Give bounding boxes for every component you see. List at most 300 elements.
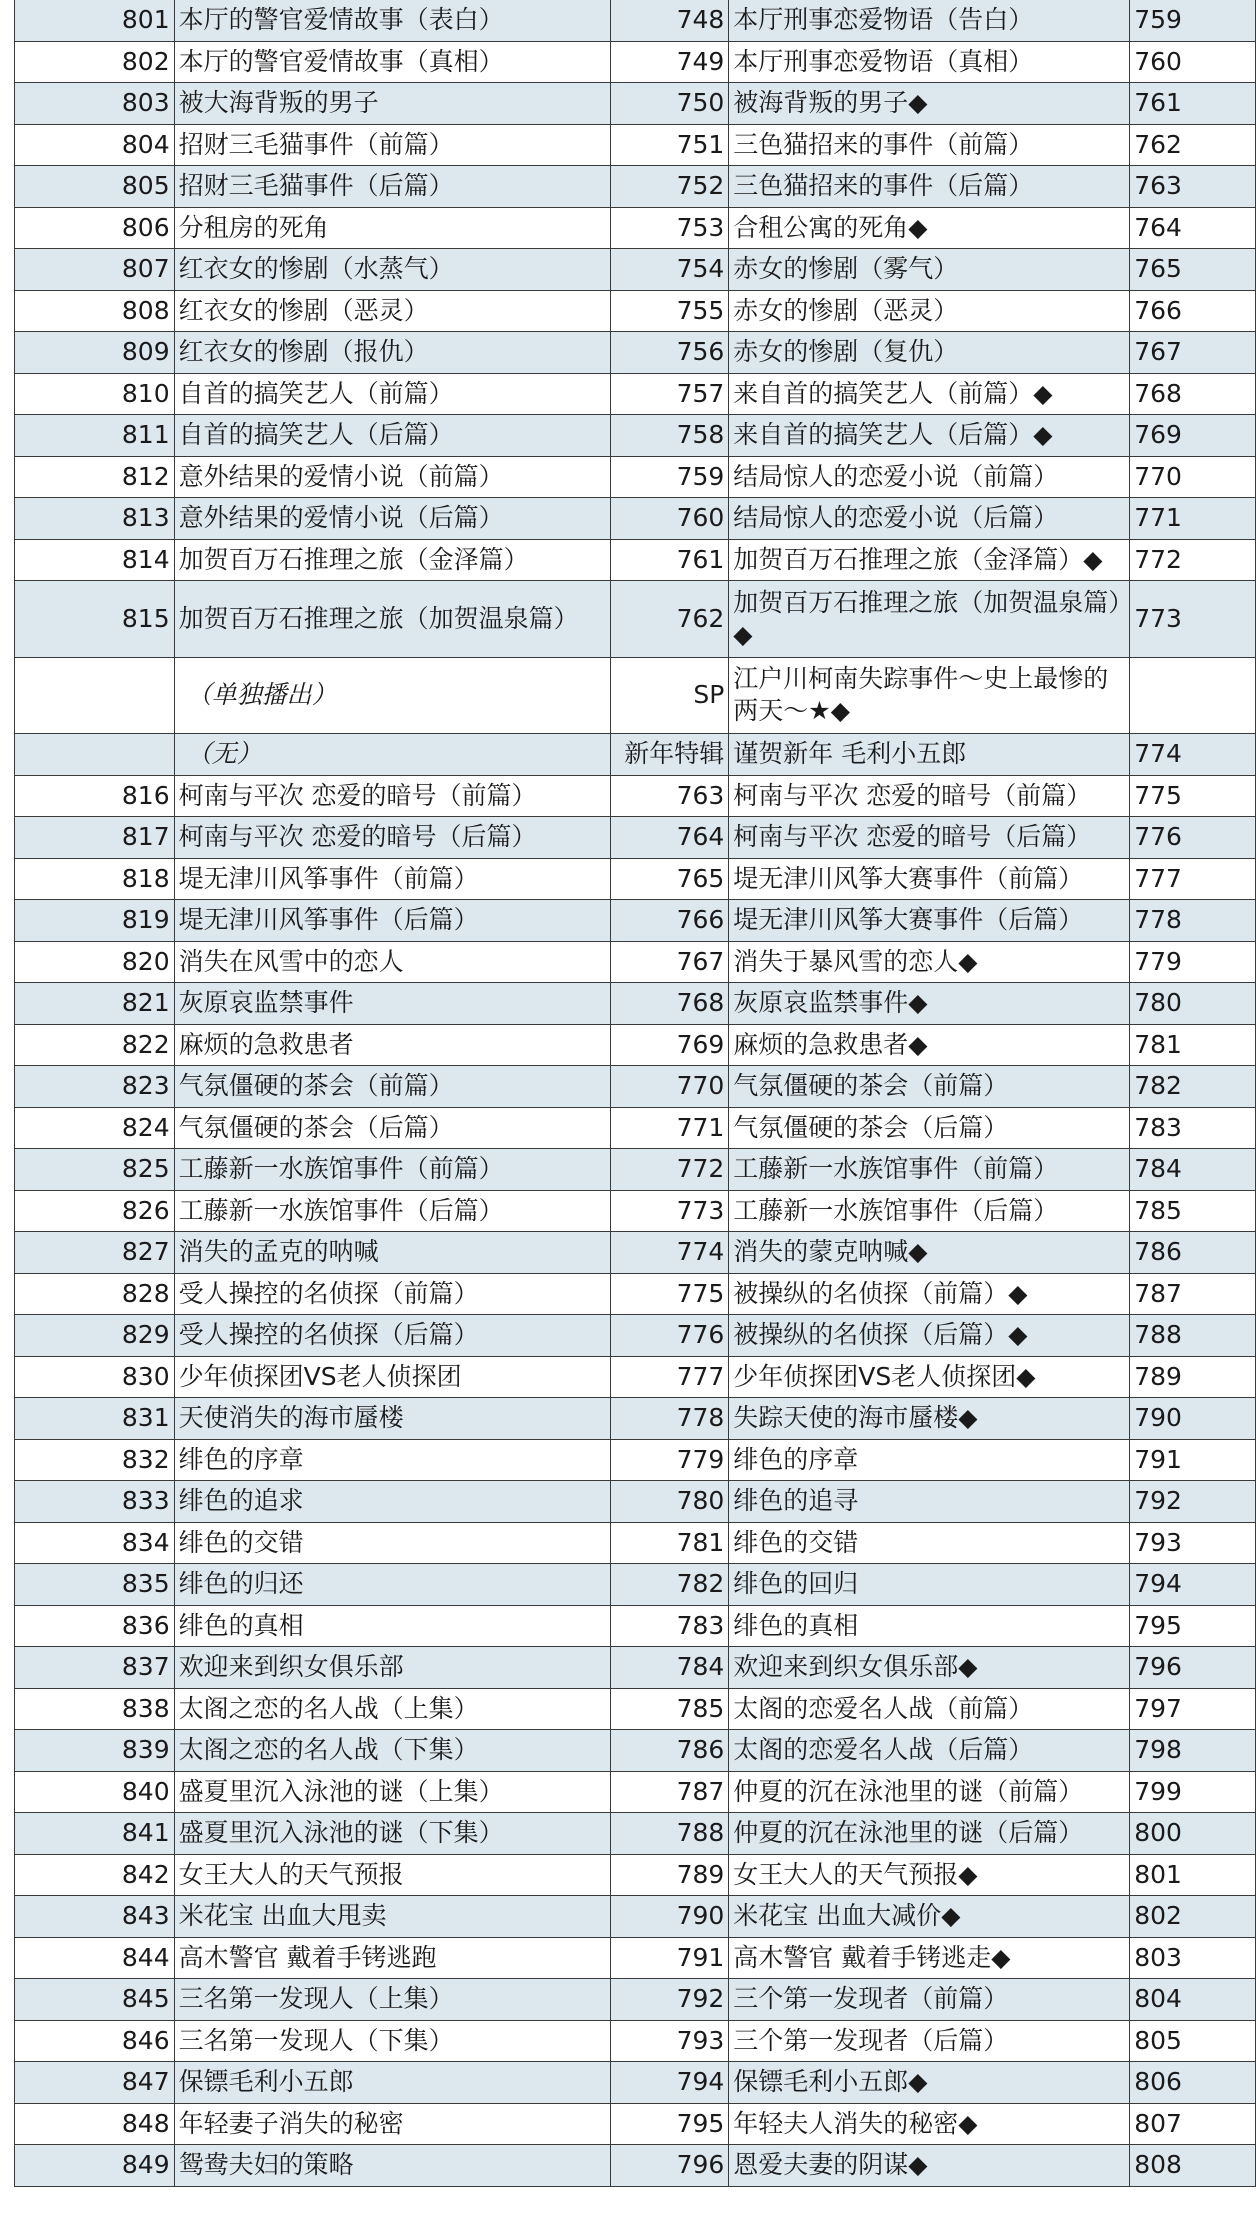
overall-episode-number: 785 (1130, 1190, 1256, 1232)
cn-episode-number: 842 (15, 1854, 175, 1896)
jp-episode-title: 工藤新一水族馆事件（后篇） (729, 1190, 1130, 1232)
overall-episode-number: 794 (1130, 1564, 1256, 1606)
jp-episode-number: 791 (611, 1937, 729, 1979)
cn-episode-number: 819 (15, 900, 175, 942)
overall-episode-number: 771 (1130, 498, 1256, 540)
jp-episode-number: 776 (611, 1315, 729, 1357)
overall-episode-number: 800 (1130, 1813, 1256, 1855)
overall-episode-number: 760 (1130, 41, 1256, 83)
cn-episode-number: 849 (15, 2145, 175, 2187)
overall-episode-number: 781 (1130, 1024, 1256, 1066)
cn-episode-title: 绯色的交错 (174, 1522, 611, 1564)
cn-episode-number: 833 (15, 1481, 175, 1523)
jp-episode-title: 灰原哀监禁事件◆ (729, 983, 1130, 1025)
jp-episode-number: 768 (611, 983, 729, 1025)
jp-episode-number: 764 (611, 817, 729, 859)
cn-episode-title: 保镖毛利小五郎 (174, 2062, 611, 2104)
overall-episode-number: 776 (1130, 817, 1256, 859)
table-row (15, 83, 1256, 125)
cn-episode-title: 自首的搞笑艺人（后篇） (174, 415, 611, 457)
jp-episode-title: 谨贺新年 毛利小五郎 (729, 734, 1130, 776)
jp-episode-number: 766 (611, 900, 729, 942)
jp-episode-number: 752 (611, 166, 729, 208)
jp-episode-title: 失踪天使的海市蜃楼◆ (729, 1398, 1130, 1440)
cn-episode-title: 招财三毛猫事件（前篇） (174, 124, 611, 166)
cn-episode-title: 消失的孟克的呐喊 (174, 1232, 611, 1274)
cn-episode-number: 802 (15, 41, 175, 83)
jp-episode-number: 796 (611, 2145, 729, 2187)
cn-episode-title: 柯南与平次 恋爱的暗号（前篇） (174, 775, 611, 817)
jp-episode-number: 759 (611, 456, 729, 498)
table-row (15, 657, 1256, 734)
jp-episode-number: 777 (611, 1356, 729, 1398)
cn-episode-title: 加贺百万石推理之旅（金泽篇） (174, 539, 611, 581)
table-row (15, 900, 1256, 942)
jp-episode-title: 被操纵的名侦探（后篇）◆ (729, 1315, 1130, 1357)
table-row (15, 1481, 1256, 1523)
overall-episode-number: 780 (1130, 983, 1256, 1025)
table-row (15, 1605, 1256, 1647)
jp-episode-number: 751 (611, 124, 729, 166)
jp-episode-title: 三个第一发现者（后篇） (729, 2020, 1130, 2062)
jp-episode-number: 767 (611, 941, 729, 983)
jp-episode-number: 778 (611, 1398, 729, 1440)
jp-episode-number: 783 (611, 1605, 729, 1647)
table-row (15, 1356, 1256, 1398)
cn-episode-number: 831 (15, 1398, 175, 1440)
jp-episode-number: 763 (611, 775, 729, 817)
jp-episode-title: 米花宝 出血大减价◆ (729, 1896, 1130, 1938)
jp-episode-title: 堤无津川风筝大赛事件（后篇） (729, 900, 1130, 942)
table-row (15, 817, 1256, 859)
jp-episode-number: 749 (611, 41, 729, 83)
overall-episode-number: 764 (1130, 207, 1256, 249)
cn-episode-number: 801 (15, 0, 175, 41)
overall-episode-number: 763 (1130, 166, 1256, 208)
cn-episode-title: 麻烦的急救患者 (174, 1024, 611, 1066)
cn-episode-number: 839 (15, 1730, 175, 1772)
cn-episode-number: 803 (15, 83, 175, 125)
table-row (15, 539, 1256, 581)
jp-episode-title: 麻烦的急救患者◆ (729, 1024, 1130, 1066)
jp-episode-title: 高木警官 戴着手铐逃走◆ (729, 1937, 1130, 1979)
table-row (15, 858, 1256, 900)
cn-episode-title: 招财三毛猫事件（后篇） (174, 166, 611, 208)
overall-episode-number: 770 (1130, 456, 1256, 498)
jp-episode-title: 绯色的追寻 (729, 1481, 1130, 1523)
cn-episode-number: 805 (15, 166, 175, 208)
table-row (15, 1273, 1256, 1315)
overall-episode-number: 789 (1130, 1356, 1256, 1398)
jp-episode-number: 753 (611, 207, 729, 249)
jp-episode-title: 来自首的搞笑艺人（后篇）◆ (729, 415, 1130, 457)
overall-episode-number: 769 (1130, 415, 1256, 457)
cn-episode-title: 盛夏里沉入泳池的谜（上集） (174, 1771, 611, 1813)
table-row (15, 2020, 1256, 2062)
jp-episode-title: 女王大人的天气预报◆ (729, 1854, 1130, 1896)
cn-episode-title: 鸳鸯夫妇的策略 (174, 2145, 611, 2187)
table-row (15, 1813, 1256, 1855)
overall-episode-number: 793 (1130, 1522, 1256, 1564)
cn-episode-title: 工藤新一水族馆事件（前篇） (174, 1149, 611, 1191)
cn-episode-number: 809 (15, 332, 175, 374)
table-row (15, 1024, 1256, 1066)
overall-episode-number: 798 (1130, 1730, 1256, 1772)
cn-episode-title: 太阁之恋的名人战（下集） (174, 1730, 611, 1772)
table-row (15, 1937, 1256, 1979)
overall-episode-number: 765 (1130, 249, 1256, 291)
jp-episode-title: 来自首的搞笑艺人（前篇）◆ (729, 373, 1130, 415)
overall-episode-number: 779 (1130, 941, 1256, 983)
table-row (15, 1398, 1256, 1440)
cn-episode-title: 分租房的死角 (174, 207, 611, 249)
overall-episode-number: 772 (1130, 539, 1256, 581)
jp-episode-title: 绯色的真相 (729, 1605, 1130, 1647)
jp-episode-title: 加贺百万石推理之旅（加贺温泉篇）◆ (729, 581, 1130, 658)
cn-episode-number: 834 (15, 1522, 175, 1564)
jp-episode-title: 柯南与平次 恋爱的暗号（前篇） (729, 775, 1130, 817)
overall-episode-number: 761 (1130, 83, 1256, 125)
jp-episode-title: 太阁的恋爱名人战（后篇） (729, 1730, 1130, 1772)
jp-episode-title: 消失的蒙克呐喊◆ (729, 1232, 1130, 1274)
jp-episode-title: 气氛僵硬的茶会（前篇） (729, 1066, 1130, 1108)
cn-episode-title: 高木警官 戴着手铐逃跑 (174, 1937, 611, 1979)
jp-episode-number: 781 (611, 1522, 729, 1564)
cn-episode-title: 年轻妻子消失的秘密 (174, 2103, 611, 2145)
cn-episode-title: 女王大人的天气预报 (174, 1854, 611, 1896)
jp-episode-number: 756 (611, 332, 729, 374)
jp-episode-number: 794 (611, 2062, 729, 2104)
table-row (15, 581, 1256, 658)
table-row (15, 2103, 1256, 2145)
jp-episode-number: 755 (611, 290, 729, 332)
jp-episode-title: 加贺百万石推理之旅（金泽篇）◆ (729, 539, 1130, 581)
cn-episode-number: 810 (15, 373, 175, 415)
cn-episode-title: 被大海背叛的男子 (174, 83, 611, 125)
table-row (15, 1315, 1256, 1357)
table-row (15, 1522, 1256, 1564)
cn-episode-number: 812 (15, 456, 175, 498)
cn-episode-number: 806 (15, 207, 175, 249)
overall-episode-number: 777 (1130, 858, 1256, 900)
overall-episode-number: 792 (1130, 1481, 1256, 1523)
cn-episode-title: 堤无津川风筝事件（后篇） (174, 900, 611, 942)
table-row (15, 983, 1256, 1025)
cn-episode-number: 808 (15, 290, 175, 332)
overall-episode-number: 768 (1130, 373, 1256, 415)
cn-episode-number (15, 734, 175, 776)
jp-episode-number: 787 (611, 1771, 729, 1813)
overall-episode-number: 791 (1130, 1439, 1256, 1481)
cn-episode-title: 堤无津川风筝事件（前篇） (174, 858, 611, 900)
overall-episode-number: 782 (1130, 1066, 1256, 1108)
jp-episode-title: 结局惊人的恋爱小说（前篇） (729, 456, 1130, 498)
cn-episode-number: 820 (15, 941, 175, 983)
table-row (15, 1190, 1256, 1232)
cn-episode-title: 米花宝 出血大甩卖 (174, 1896, 611, 1938)
table-row (15, 166, 1256, 208)
jp-episode-title: 江户川柯南失踪事件～史上最惨的两天～★◆ (729, 657, 1130, 734)
jp-episode-title: 堤无津川风筝大赛事件（前篇） (729, 858, 1130, 900)
cn-episode-number: 836 (15, 1605, 175, 1647)
cn-episode-number: 815 (15, 581, 175, 658)
cn-episode-title: 加贺百万石推理之旅（加贺温泉篇） (174, 581, 611, 658)
overall-episode-number: 803 (1130, 1937, 1256, 1979)
overall-episode-number: 807 (1130, 2103, 1256, 2145)
jp-episode-number: 750 (611, 83, 729, 125)
jp-episode-number: 792 (611, 1979, 729, 2021)
cn-episode-title: （单独播出） (174, 657, 611, 734)
cn-episode-number: 804 (15, 124, 175, 166)
cn-episode-number: 847 (15, 2062, 175, 2104)
cn-episode-title: 绯色的序章 (174, 1439, 611, 1481)
cn-episode-number: 822 (15, 1024, 175, 1066)
overall-episode-number: 802 (1130, 1896, 1256, 1938)
overall-episode-number: 786 (1130, 1232, 1256, 1274)
jp-episode-title: 本厅刑事恋爱物语（真相） (729, 41, 1130, 83)
table-row (15, 1771, 1256, 1813)
jp-episode-number: 782 (611, 1564, 729, 1606)
episode-table-body (15, 0, 1256, 2186)
table-row (15, 290, 1256, 332)
table-row (15, 332, 1256, 374)
cn-episode-title: 受人操控的名侦探（后篇） (174, 1315, 611, 1357)
overall-episode-number: 783 (1130, 1107, 1256, 1149)
jp-episode-number: 748 (611, 0, 729, 41)
jp-episode-title: 赤女的惨剧（雾气） (729, 249, 1130, 291)
overall-episode-number: 795 (1130, 1605, 1256, 1647)
overall-episode-number: 806 (1130, 2062, 1256, 2104)
jp-episode-number: 761 (611, 539, 729, 581)
cn-episode-number: 824 (15, 1107, 175, 1149)
cn-episode-title: 本厅的警官爱情故事（真相） (174, 41, 611, 83)
cn-episode-number: 825 (15, 1149, 175, 1191)
jp-episode-title: 绯色的交错 (729, 1522, 1130, 1564)
table-row (15, 1979, 1256, 2021)
cn-episode-title: （无） (174, 734, 611, 776)
cn-episode-number: 838 (15, 1688, 175, 1730)
cn-episode-number: 846 (15, 2020, 175, 2062)
table-row (15, 734, 1256, 776)
jp-episode-number: 754 (611, 249, 729, 291)
cn-episode-number: 830 (15, 1356, 175, 1398)
table-row (15, 124, 1256, 166)
jp-episode-number: 780 (611, 1481, 729, 1523)
overall-episode-number: 797 (1130, 1688, 1256, 1730)
jp-episode-number: 774 (611, 1232, 729, 1274)
table-row (15, 1232, 1256, 1274)
table-row (15, 498, 1256, 540)
overall-episode-number: 805 (1130, 2020, 1256, 2062)
overall-episode-number: 759 (1130, 0, 1256, 41)
cn-episode-number: 816 (15, 775, 175, 817)
cn-episode-title: 欢迎来到织女俱乐部 (174, 1647, 611, 1689)
jp-episode-title: 保镖毛利小五郎◆ (729, 2062, 1130, 2104)
cn-episode-title: 柯南与平次 恋爱的暗号（后篇） (174, 817, 611, 859)
cn-episode-number: 826 (15, 1190, 175, 1232)
jp-episode-title: 合租公寓的死角◆ (729, 207, 1130, 249)
jp-episode-title: 绯色的序章 (729, 1439, 1130, 1481)
overall-episode-number: 804 (1130, 1979, 1256, 2021)
cn-episode-number: 814 (15, 539, 175, 581)
table-row (15, 207, 1256, 249)
jp-episode-title: 三色猫招来的事件（前篇） (729, 124, 1130, 166)
jp-episode-number: 795 (611, 2103, 729, 2145)
overall-episode-number: 808 (1130, 2145, 1256, 2187)
cn-episode-title: 少年侦探团VS老人侦探团 (174, 1356, 611, 1398)
overall-episode-number: 767 (1130, 332, 1256, 374)
jp-episode-number: 765 (611, 858, 729, 900)
cn-episode-number: 848 (15, 2103, 175, 2145)
cn-episode-number (15, 657, 175, 734)
cn-episode-number: 807 (15, 249, 175, 291)
jp-episode-title: 被海背叛的男子◆ (729, 83, 1130, 125)
cn-episode-title: 意外结果的爱情小说（后篇） (174, 498, 611, 540)
table-row (15, 249, 1256, 291)
cn-episode-title: 灰原哀监禁事件 (174, 983, 611, 1025)
jp-episode-number: 784 (611, 1647, 729, 1689)
cn-episode-title: 红衣女的惨剧（报仇） (174, 332, 611, 374)
jp-episode-number: 757 (611, 373, 729, 415)
cn-episode-title: 意外结果的爱情小说（前篇） (174, 456, 611, 498)
episode-table (14, 0, 1256, 2187)
overall-episode-number: 787 (1130, 1273, 1256, 1315)
jp-episode-number: 786 (611, 1730, 729, 1772)
table-row (15, 1730, 1256, 1772)
jp-episode-title: 本厅刑事恋爱物语（告白） (729, 0, 1130, 41)
cn-episode-number: 811 (15, 415, 175, 457)
cn-episode-title: 消失在风雪中的恋人 (174, 941, 611, 983)
table-row (15, 1149, 1256, 1191)
overall-episode-number: 796 (1130, 1647, 1256, 1689)
cn-episode-title: 气氛僵硬的茶会（后篇） (174, 1107, 611, 1149)
table-row (15, 1647, 1256, 1689)
jp-episode-title: 结局惊人的恋爱小说（后篇） (729, 498, 1130, 540)
cn-episode-title: 红衣女的惨剧（水蒸气） (174, 249, 611, 291)
cn-episode-number: 844 (15, 1937, 175, 1979)
table-row (15, 2145, 1256, 2187)
jp-episode-number: SP (611, 657, 729, 734)
overall-episode-number: 790 (1130, 1398, 1256, 1440)
cn-episode-title: 自首的搞笑艺人（前篇） (174, 373, 611, 415)
table-row (15, 415, 1256, 457)
jp-episode-number: 775 (611, 1273, 729, 1315)
jp-episode-number: 769 (611, 1024, 729, 1066)
cn-episode-number: 845 (15, 1979, 175, 2021)
jp-episode-title: 恩爱夫妻的阴谋◆ (729, 2145, 1130, 2187)
jp-episode-number: 762 (611, 581, 729, 658)
jp-episode-title: 年轻夫人消失的秘密◆ (729, 2103, 1130, 2145)
table-row (15, 1564, 1256, 1606)
cn-episode-title: 天使消失的海市蜃楼 (174, 1398, 611, 1440)
jp-episode-number: 790 (611, 1896, 729, 1938)
table-row (15, 41, 1256, 83)
table-row (15, 1066, 1256, 1108)
jp-episode-title: 仲夏的沉在泳池里的谜（前篇） (729, 1771, 1130, 1813)
jp-episode-title: 柯南与平次 恋爱的暗号（后篇） (729, 817, 1130, 859)
table-row (15, 1854, 1256, 1896)
cn-episode-number: 829 (15, 1315, 175, 1357)
cn-episode-number: 818 (15, 858, 175, 900)
table-row (15, 775, 1256, 817)
cn-episode-title: 气氛僵硬的茶会（前篇） (174, 1066, 611, 1108)
cn-episode-number: 823 (15, 1066, 175, 1108)
cn-episode-title: 绯色的归还 (174, 1564, 611, 1606)
table-row (15, 2062, 1256, 2104)
jp-episode-number: 785 (611, 1688, 729, 1730)
jp-episode-number: 779 (611, 1439, 729, 1481)
table-row (15, 1107, 1256, 1149)
jp-episode-number: 788 (611, 1813, 729, 1855)
table-row (15, 0, 1256, 41)
overall-episode-number: 801 (1130, 1854, 1256, 1896)
jp-episode-number: 770 (611, 1066, 729, 1108)
overall-episode-number: 778 (1130, 900, 1256, 942)
jp-episode-number: 760 (611, 498, 729, 540)
jp-episode-title: 少年侦探团VS老人侦探团◆ (729, 1356, 1130, 1398)
overall-episode-number: 762 (1130, 124, 1256, 166)
cn-episode-number: 817 (15, 817, 175, 859)
cn-episode-number: 840 (15, 1771, 175, 1813)
cn-episode-title: 工藤新一水族馆事件（后篇） (174, 1190, 611, 1232)
cn-episode-title: 本厅的警官爱情故事（表白） (174, 0, 611, 41)
jp-episode-number: 773 (611, 1190, 729, 1232)
overall-episode-number: 766 (1130, 290, 1256, 332)
cn-episode-title: 受人操控的名侦探（前篇） (174, 1273, 611, 1315)
overall-episode-number (1130, 657, 1256, 734)
table-row (15, 1688, 1256, 1730)
cn-episode-number: 837 (15, 1647, 175, 1689)
jp-episode-number: 772 (611, 1149, 729, 1191)
cn-episode-number: 841 (15, 1813, 175, 1855)
overall-episode-number: 784 (1130, 1149, 1256, 1191)
cn-episode-title: 绯色的追求 (174, 1481, 611, 1523)
table-row (15, 941, 1256, 983)
jp-episode-title: 三个第一发现者（前篇） (729, 1979, 1130, 2021)
jp-episode-title: 工藤新一水族馆事件（前篇） (729, 1149, 1130, 1191)
table-row (15, 456, 1256, 498)
jp-episode-number: 793 (611, 2020, 729, 2062)
cn-episode-title: 盛夏里沉入泳池的谜（下集） (174, 1813, 611, 1855)
cn-episode-number: 835 (15, 1564, 175, 1606)
cn-episode-number: 827 (15, 1232, 175, 1274)
jp-episode-title: 太阁的恋爱名人战（前篇） (729, 1688, 1130, 1730)
table-row (15, 1896, 1256, 1938)
jp-episode-title: 气氛僵硬的茶会（后篇） (729, 1107, 1130, 1149)
cn-episode-title: 三名第一发现人（上集） (174, 1979, 611, 2021)
jp-episode-title: 赤女的惨剧（恶灵） (729, 290, 1130, 332)
jp-episode-number: 新年特辑 (611, 734, 729, 776)
cn-episode-number: 813 (15, 498, 175, 540)
cn-episode-title: 红衣女的惨剧（恶灵） (174, 290, 611, 332)
overall-episode-number: 799 (1130, 1771, 1256, 1813)
jp-episode-number: 758 (611, 415, 729, 457)
jp-episode-title: 被操纵的名侦探（前篇）◆ (729, 1273, 1130, 1315)
table-row (15, 1439, 1256, 1481)
jp-episode-title: 赤女的惨剧（复仇） (729, 332, 1130, 374)
jp-episode-title: 绯色的回归 (729, 1564, 1130, 1606)
jp-episode-title: 仲夏的沉在泳池里的谜（后篇） (729, 1813, 1130, 1855)
jp-episode-number: 789 (611, 1854, 729, 1896)
overall-episode-number: 775 (1130, 775, 1256, 817)
cn-episode-number: 821 (15, 983, 175, 1025)
overall-episode-number: 773 (1130, 581, 1256, 658)
overall-episode-number: 788 (1130, 1315, 1256, 1357)
cn-episode-number: 843 (15, 1896, 175, 1938)
cn-episode-title: 三名第一发现人（下集） (174, 2020, 611, 2062)
table-row (15, 373, 1256, 415)
jp-episode-title: 欢迎来到织女俱乐部◆ (729, 1647, 1130, 1689)
